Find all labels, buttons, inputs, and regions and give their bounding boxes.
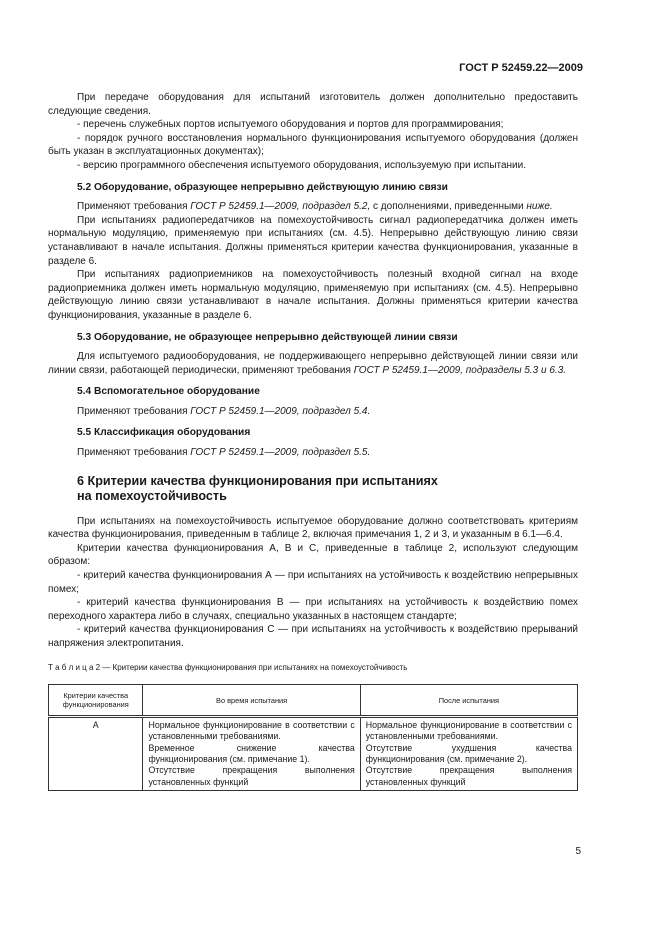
section-6-item-1: - критерий качества функционирования А — при испытаниях на устойчивость к воздействию непрерывных помех; (48, 570, 578, 595)
header-during: Во время испытания (143, 685, 360, 717)
table-header-row (49, 685, 578, 717)
section-5-2-paragraph-1: Применяют требования ГОСТ Р 52459.1—2009, подраздел 5.2, с дополнениями, приведенными ниже. (77, 201, 553, 213)
page-content (48, 91, 578, 791)
reference-link: ГОСТ Р 52459.1—2009, подраздел 5.2, (190, 201, 371, 213)
section-5-4-paragraph: Применяют требования ГОСТ Р 52459.1—2009, подраздел 5.4. (77, 405, 371, 417)
section-5-5-paragraph: Применяют требования ГОСТ Р 52459.1—2009, подраздел 5.5. (77, 447, 371, 459)
section-5-3-heading: 5.3 Оборудование, не образующее непрерывно действующей линии связи (77, 331, 458, 343)
section-6-heading: 6 Критерии качества функционирования при испытаниях на помехоустойчивость (77, 473, 438, 504)
header-after: После испытания (360, 685, 577, 717)
section-6-item-2: - критерий качества функционирования В — при испытаниях на устойчивость к воздействию помех переходного характера либо в случаях, специально указанных в настоящем стандарте; (48, 597, 578, 622)
intro-paragraph: При передаче оборудования для испытаний изготовитель должен дополнительно предоставить следующие сведения. (48, 92, 578, 117)
during-cell: Нормальное функционирование в соответствии с установленными требованиями. Временное снижение качества функционирования (см. примечание 1). Отсутствие прекращения выполнения установленных функций (143, 717, 360, 791)
section-5-2-paragraph-2: При испытаниях радиопередатчиков на помехоустойчивость сигнал радиопередатчика должен иметь нормальную модуляцию, применяемую при испытаниях (см. 4.5). Непрерывно действующую линию связи устанавливают в начале испытания. Должны применяться критерии качества функционирования, указанные в разделе 6. (48, 214, 578, 267)
page-number: 5 (575, 846, 581, 857)
standard-code: ГОСТ Р 52459.22—2009 (459, 62, 583, 74)
after-cell: Нормальное функционирование в соответствии с установленными требованиями. Отсутствие ухудшения качества функционирования (см. примечание 2). Отсутствие прекращения выполнения установленных функций (360, 717, 577, 791)
intro-item-2: - порядок ручного восстановления нормального функционирования испытуемого оборудования (должен быть указан в эксплуатационных документах); (48, 132, 578, 158)
intro-item-1: - перечень служебных портов испытуемого оборудования и портов для программирования; (77, 119, 504, 131)
reference-link: ГОСТ Р 52459.1—2009, подраздел 5.4. (190, 405, 371, 417)
table-row (49, 717, 578, 791)
section-5-3-paragraph: Для испытуемого радиооборудования, не поддерживающего непрерывно действующей линии связи или линии связи, работающей периодически, применяют требования ГОСТ Р 52459.1—2009, подразделы 5.3 и 6.3. (48, 351, 578, 376)
intro-item-3: - версию программного обеспечения испытуемого оборудования, используемую при испытании. (77, 159, 527, 171)
section-5-5-heading: 5.5 Классификация оборудования (77, 427, 251, 439)
criterion-cell: А (49, 717, 143, 791)
section-6-item-3: - критерий качества функционирования С — при испытаниях на устойчивость к воздействию прерываний напряжения электропитания. (48, 624, 578, 649)
section-5-2-heading: 5.2 Оборудование, образующее непрерывно действующую линию связи (77, 181, 448, 193)
section-6-paragraph-2: Критерии качества функционирования А, В и С, приведенные в таблице 2, используют следующим образом: (48, 542, 578, 568)
section-6-paragraph-1: При испытаниях на помехоустойчивость испытуемое оборудование должно соответствовать критериям качества функционирования, приведенным в таблице 2, включая примечания 1, 2 и 3, и указанным в 6.1—6.4. (48, 515, 578, 541)
section-5-2-paragraph-3: При испытаниях радиоприемников на помехоустойчивость полезный входной сигнал на входе радиоприемника должен иметь нормальную модуляцию, применяемую при испытаниях (см. 4.5). Непрерывно действующую линию связи устанавливают в начале испытания. Должны применяться критерии качества функционирования, указанные в разделе 6. (48, 269, 578, 321)
reference-link: ГОСТ Р 52459.1—2009, подразделы 5.3 и 6.3. (353, 364, 567, 376)
table-caption: Т а б л и ц а 2 — Критерии качества функционирования при испытаниях на помехоустойчивость (48, 662, 408, 672)
reference-link: ГОСТ Р 52459.1—2009, подраздел 5.5. (190, 447, 371, 459)
header-criteria: Критерии качества функционирования (49, 685, 143, 717)
section-5-4-heading: 5.4 Вспомогательное оборудование (77, 386, 260, 398)
criteria-table (48, 684, 578, 791)
